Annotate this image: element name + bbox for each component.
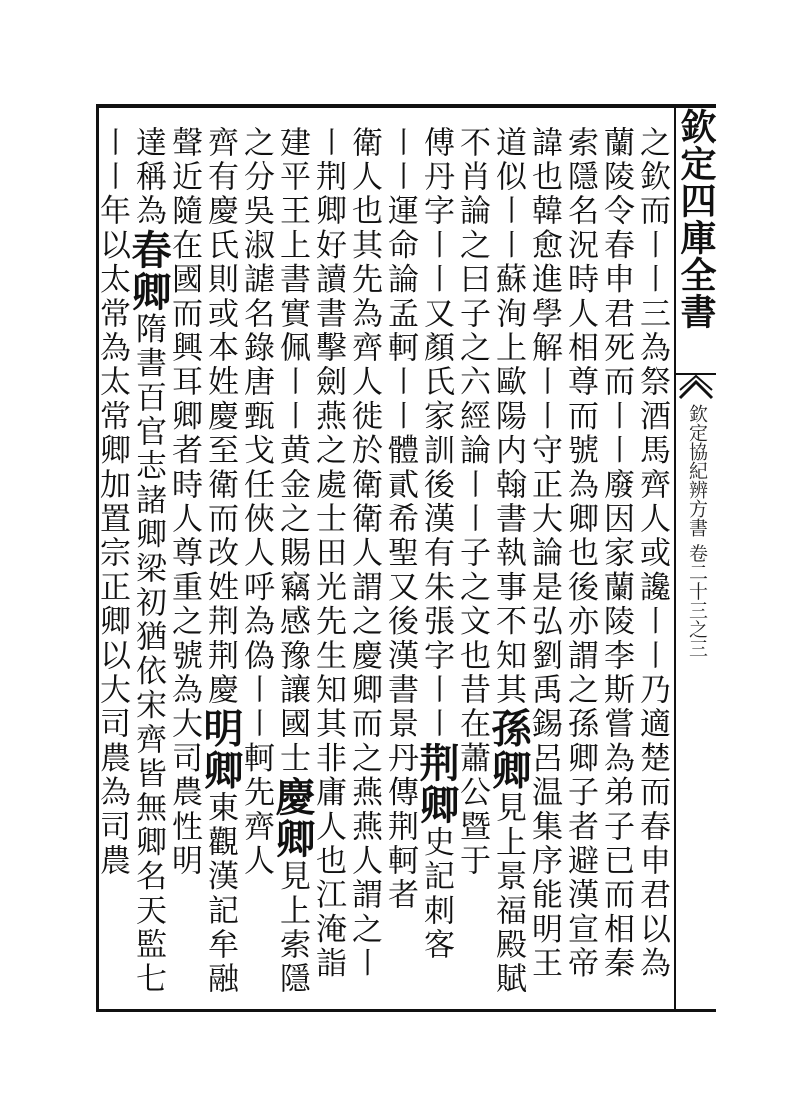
text-segment: 昔在蕭公暨于 (454, 673, 490, 879)
text-segment: 軻先齊人 (238, 741, 274, 879)
text-segment: 建平王上書實佩〡〡黄金之賜竊感豫讓國士 (274, 126, 310, 776)
entry-heading: 慶卿 (269, 775, 316, 860)
text-segment: 傳荆軻者 (382, 775, 418, 913)
text-segment: 索隱名況時人相尊而號為卿也後亦謂之孫卿子者避漢宣帝 (562, 126, 598, 981)
text-segment: 為大司農性明 (166, 673, 202, 879)
text-segment: 道似〡〡蘇洵上歐陽内翰書執事不知其 (490, 126, 526, 708)
text-column (92, 126, 132, 1006)
text-column (125, 126, 172, 1006)
text-segment: 〡〡運命論孟軻〡〡體貳希聖又後漢書景丹 (382, 126, 418, 776)
text-column (524, 126, 564, 1006)
entry-heading: 孫卿 (485, 707, 532, 792)
text-segment: 之欽而〡〡三為祭酒馬齊人或讒〡〡乃適楚而春申君以為 (634, 126, 670, 981)
book-title: 欽定四庫全書 (675, 108, 717, 330)
volume-label: 欽定協紀辨方書 卷二十三之三 (686, 404, 708, 658)
text-column (632, 126, 672, 1006)
text-column (308, 126, 348, 1006)
text-segment: 齊有慶氏則或本姓慶至衛而改姓荆荆慶 (202, 126, 238, 708)
text-column (560, 126, 600, 1006)
entry-heading: 春卿 (125, 228, 172, 313)
text-segment: 傅丹字〡〡又顏氏家訓後漢有朱張字〡〡 (418, 126, 454, 742)
text-segment: 〡〡 (94, 126, 130, 195)
text-segment: 蘭陵令春申君死而〡〡廢因家蘭陵李斯嘗為弟子已而相秦 (598, 126, 634, 981)
text-segment: 〡荆卿好讀書擊劍燕之處士田光先生知其非庸人也江淹詣 (310, 126, 346, 981)
text-segment: 見上景福殿賦 (490, 791, 526, 997)
text-segment: 衛人也其先為齊人徙於衛衛人謂之慶卿而之燕燕人謂之〡 (346, 126, 382, 981)
text-column (596, 126, 636, 1006)
text-column (344, 126, 384, 1006)
text-segment: 隋書百官志諸卿梁初猶依宋齊皆無卿名天監七 (130, 312, 166, 997)
entry-heading: 荆卿 (413, 741, 460, 826)
text-segment: 聲近隨在國而興耳卿者時人尊重之號 (166, 126, 202, 674)
text-column (269, 126, 316, 1006)
text-segment: 東觀漢記牟融 (202, 791, 238, 997)
text-column (380, 126, 420, 1006)
text-column (197, 126, 244, 1006)
text-segment: 見上索隱 (274, 859, 310, 997)
text-segment: 不肖論之曰子之六經論〡〡子之文也 (454, 126, 490, 674)
text-column (413, 126, 460, 1006)
entry-heading: 明卿 (197, 707, 244, 792)
text-segment: 達稱為 (130, 126, 166, 229)
text-column (236, 126, 276, 1006)
fishtail-ornament-icon (676, 372, 716, 402)
text-column (485, 126, 532, 1006)
text-column (452, 126, 492, 1006)
text-segment: 年以太常為太常卿加置宗正卿以大司農為司農 (94, 194, 130, 879)
text-segment: 史記刺客 (418, 825, 454, 963)
text-segment: 諱也韓愈進學解〡〡守正大論是弘劉禹錫呂温集序能明王 (526, 126, 562, 981)
text-segment: 之分吳淑謔名錄唐甄戈任俠人呼為偽〡〡 (238, 126, 274, 742)
